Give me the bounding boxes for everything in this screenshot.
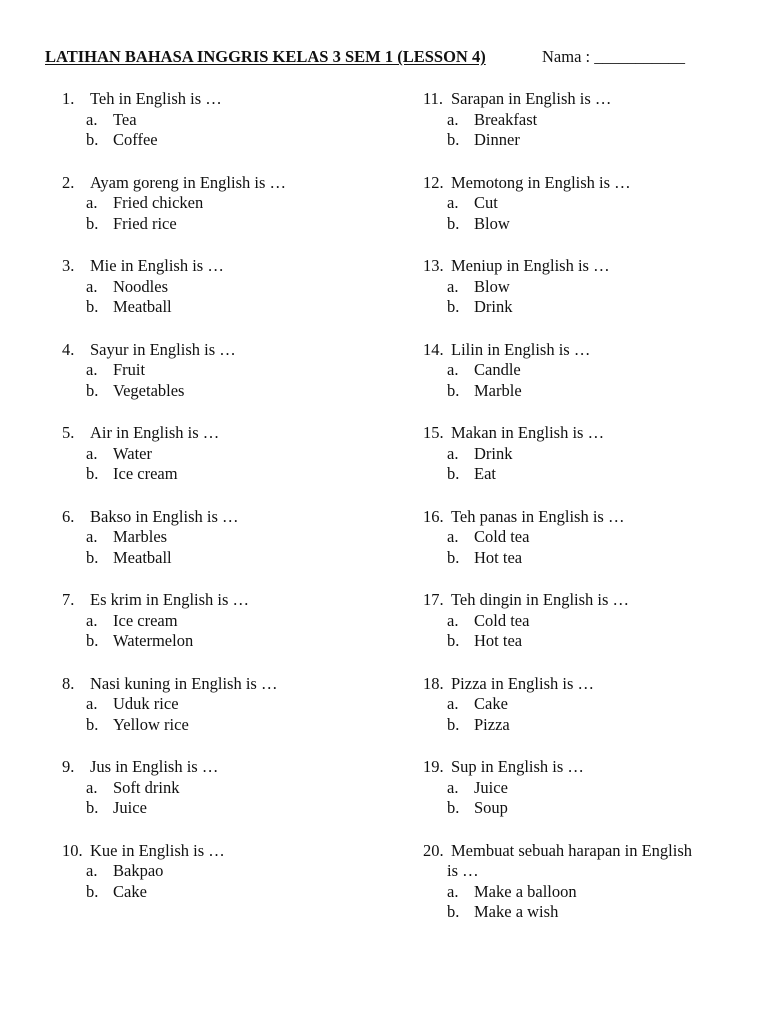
option-letter: b.	[447, 798, 460, 818]
option-text: Cake	[113, 881, 147, 901]
answer-option-b[interactable]	[423, 297, 723, 318]
question-text: Lilin in English is …	[451, 339, 591, 359]
question-prompt	[62, 841, 402, 862]
option-letter: b.	[447, 547, 460, 567]
option-text: Ice cream	[113, 464, 178, 484]
question-text: Mie in English is …	[90, 256, 224, 275]
option-letter: b.	[86, 380, 99, 400]
answer-option-a[interactable]	[62, 694, 402, 715]
question-item	[423, 423, 723, 507]
option-text: Vegetables	[113, 380, 185, 400]
answer-option-a[interactable]	[423, 611, 723, 632]
answer-option-b[interactable]	[62, 130, 402, 151]
worksheet-title: LATIHAN BAHASA INGGRIS KELAS 3 SEM 1 (LESSON 4)	[45, 47, 486, 66]
question-prompt	[423, 89, 723, 110]
question-item	[62, 841, 402, 925]
question-number: 5.	[62, 423, 75, 442]
question-text: Teh dingin in English is …	[451, 590, 630, 609]
question-text: Ayam goreng in English is …	[90, 172, 287, 192]
question-prompt	[62, 256, 402, 277]
option-letter: b.	[86, 547, 99, 567]
question-text: Meniup in English is …	[451, 256, 610, 275]
question-number: 9.	[62, 757, 75, 776]
question-item	[62, 423, 402, 507]
question-number: 15.	[423, 423, 444, 442]
option-letter: b.	[447, 380, 460, 400]
question-text: Sup in English is …	[451, 757, 584, 776]
answer-option-b[interactable]	[62, 715, 402, 736]
option-text: Fruit	[113, 360, 146, 380]
option-text: Hot tea	[474, 547, 523, 567]
answer-option-b[interactable]	[423, 902, 723, 923]
question-item	[62, 674, 402, 758]
answer-option-a[interactable]	[423, 360, 723, 381]
question-number: 17.	[423, 590, 444, 609]
question-item	[423, 340, 723, 424]
answer-option-b[interactable]	[62, 798, 402, 819]
question-prompt	[423, 423, 723, 444]
option-letter: b.	[447, 130, 460, 150]
answer-option-a[interactable]	[62, 778, 402, 799]
question-item	[423, 674, 723, 758]
answer-option-b[interactable]	[62, 464, 402, 485]
question-text: Teh panas in English is …	[451, 506, 625, 526]
question-item	[423, 507, 723, 591]
answer-option-a[interactable]	[423, 778, 723, 799]
answer-option-b[interactable]	[62, 548, 402, 569]
option-text: Eat	[474, 464, 496, 484]
option-letter: b.	[86, 798, 99, 818]
question-number: 2.	[62, 172, 75, 192]
question-item	[423, 841, 723, 925]
answer-option-a[interactable]	[62, 861, 402, 882]
answer-option-b[interactable]	[62, 297, 402, 318]
answer-option-a[interactable]	[423, 277, 723, 298]
option-text: Fried chicken	[113, 193, 204, 213]
question-prompt	[62, 590, 402, 611]
question-number: 18.	[423, 673, 444, 693]
question-text: Membuat sebuah harapan in English	[451, 840, 693, 860]
option-letter: a.	[86, 777, 98, 797]
question-item	[423, 757, 723, 841]
question-text: Teh in English is …	[90, 89, 222, 108]
option-letter: a.	[86, 443, 98, 463]
question-text: Sayur in English is …	[90, 339, 236, 359]
answer-option-b[interactable]	[423, 130, 723, 151]
answer-option-a[interactable]	[62, 444, 402, 465]
question-prompt	[62, 757, 402, 778]
question-number: 7.	[62, 590, 75, 609]
option-text: Breakfast	[474, 109, 538, 129]
answer-option-b[interactable]	[62, 631, 402, 652]
option-letter: a.	[447, 694, 459, 714]
question-number: 20.	[423, 840, 444, 860]
question-prompt	[423, 757, 723, 778]
option-letter: a.	[447, 881, 459, 901]
option-text: Tea	[113, 109, 137, 129]
answer-option-a[interactable]	[62, 360, 402, 381]
option-letter: a.	[86, 527, 98, 547]
option-text: Pizza	[474, 714, 510, 734]
option-text: Juice	[474, 777, 508, 797]
question-item	[62, 173, 402, 257]
option-text: Make a balloon	[474, 881, 577, 901]
answer-option-b[interactable]	[423, 214, 723, 235]
question-number: 3.	[62, 256, 75, 275]
question-text: Bakso in English is …	[90, 506, 239, 526]
answer-option-b[interactable]	[423, 631, 723, 652]
answer-option-a[interactable]	[62, 277, 402, 298]
right-question-column	[423, 89, 723, 924]
question-text: Memotong in English is …	[451, 172, 631, 192]
answer-option-a[interactable]	[62, 527, 402, 548]
option-text: Watermelon	[113, 631, 194, 651]
option-letter: b.	[86, 213, 99, 233]
option-text: Uduk rice	[113, 694, 179, 714]
option-text: Cold tea	[474, 527, 530, 547]
option-letter: b.	[447, 464, 460, 484]
question-prompt	[62, 340, 402, 361]
worksheet-header	[45, 47, 685, 68]
question-item	[62, 507, 402, 591]
question-number: 13.	[423, 256, 444, 275]
question-number: 16.	[423, 506, 444, 526]
option-letter: a.	[447, 360, 459, 380]
answer-option-a[interactable]	[423, 882, 723, 903]
question-prompt	[62, 423, 402, 444]
option-letter: b.	[447, 902, 460, 922]
answer-option-a[interactable]	[423, 444, 723, 465]
question-item	[423, 89, 723, 173]
question-prompt	[423, 841, 723, 862]
answer-option-a[interactable]	[62, 110, 402, 131]
option-text: Dinner	[474, 130, 520, 150]
option-text: Make a wish	[474, 902, 559, 922]
question-item	[423, 256, 723, 340]
option-letter: b.	[86, 631, 99, 651]
option-text: Drink	[474, 443, 513, 463]
answer-option-b[interactable]	[62, 381, 402, 402]
answer-option-a[interactable]	[62, 193, 402, 214]
question-item	[423, 590, 723, 674]
option-text: Meatball	[113, 297, 172, 317]
option-text: Bakpao	[113, 861, 164, 881]
answer-option-b[interactable]	[423, 715, 723, 736]
option-text: Juice	[113, 798, 147, 818]
question-item	[62, 757, 402, 841]
answer-option-a[interactable]	[423, 527, 723, 548]
question-prompt	[423, 340, 723, 361]
option-letter: a.	[86, 861, 98, 881]
answer-option-b[interactable]	[423, 548, 723, 569]
option-text: Meatball	[113, 547, 172, 567]
question-number: 12.	[423, 172, 444, 192]
answer-option-b[interactable]	[423, 381, 723, 402]
option-letter: a.	[447, 610, 459, 630]
option-text: Coffee	[113, 130, 158, 150]
question-number: 6.	[62, 506, 75, 526]
option-letter: a.	[86, 694, 98, 714]
option-letter: a.	[86, 109, 98, 129]
question-prompt	[62, 507, 402, 528]
option-letter: b.	[86, 881, 99, 901]
option-text: Cut	[474, 193, 498, 213]
option-letter: b.	[86, 714, 99, 734]
option-text: Soft drink	[113, 777, 180, 797]
question-prompt	[62, 89, 402, 110]
question-item	[62, 89, 402, 173]
option-letter: a.	[86, 276, 98, 296]
option-text: Marble	[474, 380, 522, 400]
option-text: Noodles	[113, 276, 168, 296]
answer-option-a[interactable]	[62, 611, 402, 632]
option-letter: a.	[86, 360, 98, 380]
option-text: Yellow rice	[113, 714, 189, 734]
option-letter: b.	[447, 714, 460, 734]
option-letter: b.	[447, 213, 460, 233]
option-text: Soup	[474, 798, 508, 818]
question-text: Air in English is …	[90, 423, 220, 442]
question-text: Makan in English is …	[451, 423, 605, 442]
question-item	[62, 340, 402, 424]
option-letter: a.	[447, 777, 459, 797]
question-text: Kue in English is …	[90, 840, 225, 860]
option-letter: b.	[447, 297, 460, 317]
option-letter: b.	[86, 297, 99, 317]
option-letter: a.	[447, 276, 459, 296]
option-text: Candle	[474, 360, 521, 380]
answer-option-b[interactable]	[423, 798, 723, 819]
question-number: 4.	[62, 339, 75, 359]
question-number: 14.	[423, 339, 444, 359]
question-item	[423, 173, 723, 257]
option-text: Drink	[474, 297, 513, 317]
answer-option-b[interactable]	[62, 882, 402, 903]
answer-option-a[interactable]	[423, 110, 723, 131]
option-letter: a.	[86, 193, 98, 213]
option-text: Cold tea	[474, 610, 530, 630]
question-prompt	[62, 674, 402, 695]
option-letter: a.	[447, 193, 459, 213]
option-text: Cake	[474, 694, 508, 714]
question-text: Sarapan in English is …	[451, 89, 612, 108]
option-text: Blow	[474, 276, 510, 296]
left-question-column	[62, 89, 402, 924]
question-prompt	[423, 507, 723, 528]
question-prompt	[62, 173, 402, 194]
answer-option-a[interactable]	[423, 193, 723, 214]
option-text: Fried rice	[113, 213, 177, 233]
answer-option-b[interactable]	[62, 214, 402, 235]
option-text: Water	[113, 443, 152, 463]
option-letter: a.	[447, 527, 459, 547]
answer-option-a[interactable]	[423, 694, 723, 715]
option-text: Hot tea	[474, 631, 523, 651]
option-letter: b.	[447, 631, 460, 651]
question-number: 1.	[62, 89, 75, 108]
question-item	[62, 256, 402, 340]
question-prompt	[423, 674, 723, 695]
question-text: Jus in English is …	[90, 757, 219, 776]
option-text: Blow	[474, 213, 510, 233]
option-text: Marbles	[113, 527, 168, 547]
question-prompt	[423, 173, 723, 194]
option-letter: a.	[447, 109, 459, 129]
question-text: Pizza in English is …	[451, 673, 594, 693]
option-letter: a.	[447, 443, 459, 463]
question-text: Es krim in English is …	[90, 590, 250, 609]
answer-option-b[interactable]	[423, 464, 723, 485]
question-number: 19.	[423, 757, 444, 776]
question-number: 10.	[62, 840, 83, 860]
question-text: Nasi kuning in English is …	[90, 673, 278, 693]
option-letter: b.	[86, 130, 99, 150]
question-number: 8.	[62, 673, 75, 693]
question-prompt	[423, 256, 723, 277]
question-number: 11.	[423, 89, 444, 108]
question-item	[62, 590, 402, 674]
option-letter: b.	[86, 464, 99, 484]
name-field-label: Nama : ___________	[542, 47, 685, 66]
question-text-continuation: is …	[447, 861, 479, 881]
question-prompt	[423, 590, 723, 611]
option-letter: a.	[86, 610, 98, 630]
option-text: Ice cream	[113, 610, 178, 630]
